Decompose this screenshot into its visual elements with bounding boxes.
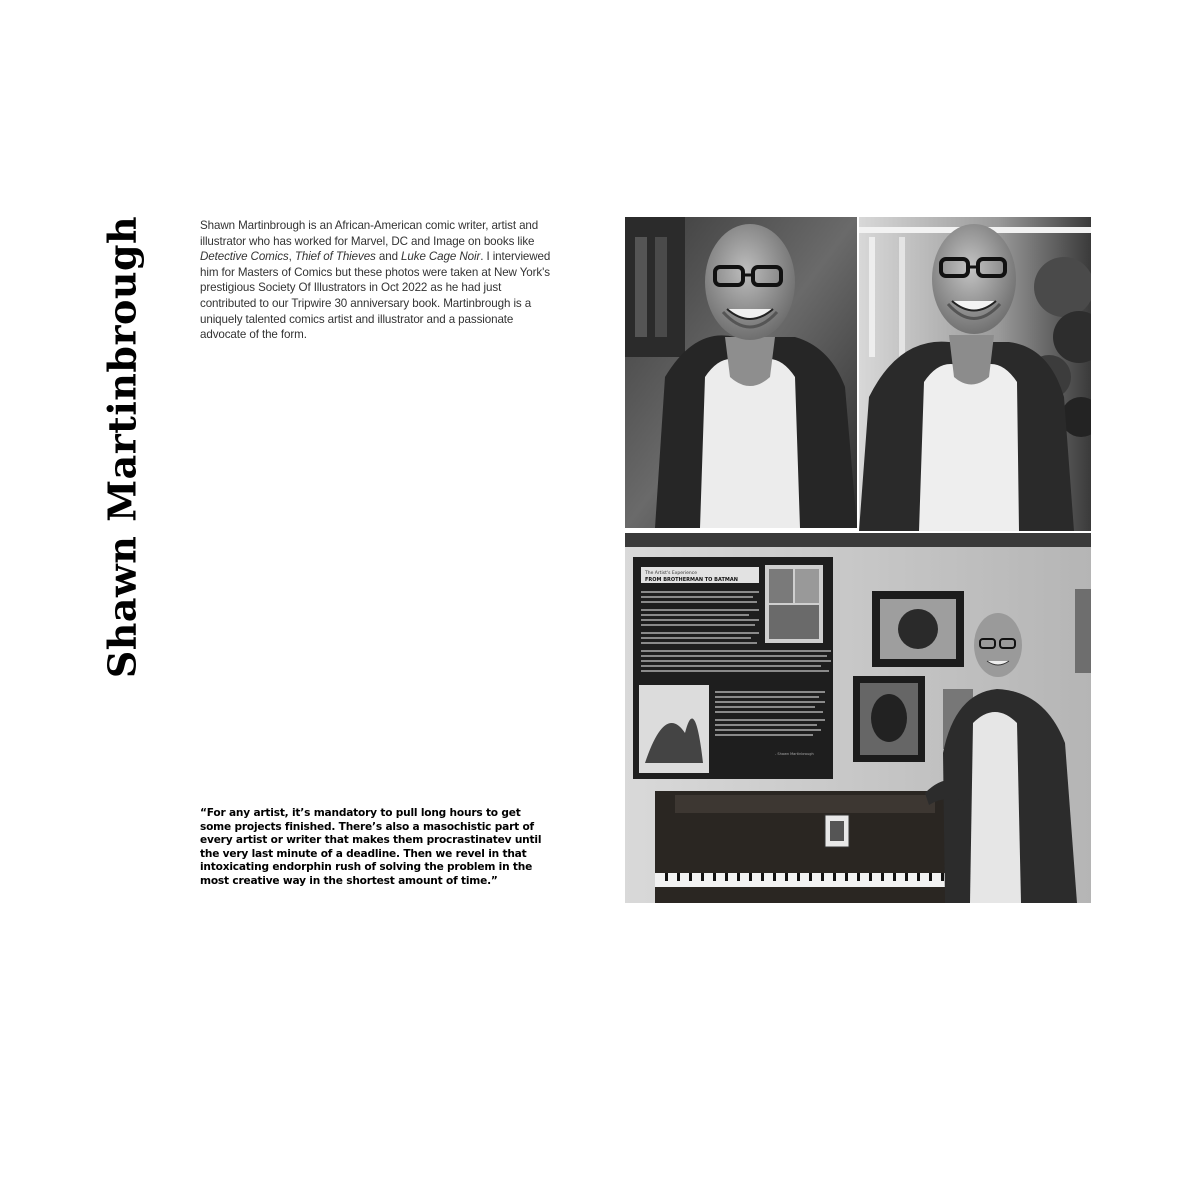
article-title-vertical bbox=[99, 215, 145, 679]
pull-quote: “For any artist, it’s mandatory to pull long hours to get some projects finished. There’s also a masochistic part of every artist or writer that makes them procrastinatev until the very last minute of a deadline. Then we revel in that intoxicating endorphin rush of solving the problem in the most creative way in the shortest amount of time.” bbox=[200, 807, 542, 887]
exhibit-heading-small: The Artist's Experience bbox=[645, 571, 697, 576]
intro-sep-1: , bbox=[288, 250, 295, 264]
intro-paragraph bbox=[200, 218, 552, 343]
portrait-photo-left bbox=[625, 217, 857, 528]
book-title-luke-cage-noir: Luke Cage Noir bbox=[401, 250, 481, 264]
book-title-detective-comics: Detective Comics bbox=[200, 250, 289, 264]
gallery-exhibit-photo bbox=[625, 533, 1091, 903]
portrait-photo-right bbox=[859, 217, 1091, 531]
intro-sep-2: and bbox=[375, 250, 402, 264]
article-title: Shawn Martinbrough bbox=[99, 215, 145, 679]
intro-text-2: . I interviewed him for Masters of Comics but these photos were taken at New York's prestigious Society Of Illustrators in Oct 2022 as he had just contributed to our Tripwire 30 anniversary book. Martinbrough is a uniquely talented comics artist and illustrator and a passionate advocate of the form. bbox=[200, 250, 551, 342]
exhibit-heading-main: FROM BROTHERMAN TO BATMAN bbox=[645, 577, 738, 583]
exhibit-signature: - Shawn Martinbrough bbox=[775, 752, 814, 756]
book-title-thief-of-thieves: Thief of Thieves bbox=[294, 250, 376, 264]
intro-text-1: Shawn Martinbrough is an African-American comic writer, artist and illustrator who has worked for Marvel, DC and Image on books like bbox=[200, 219, 539, 248]
